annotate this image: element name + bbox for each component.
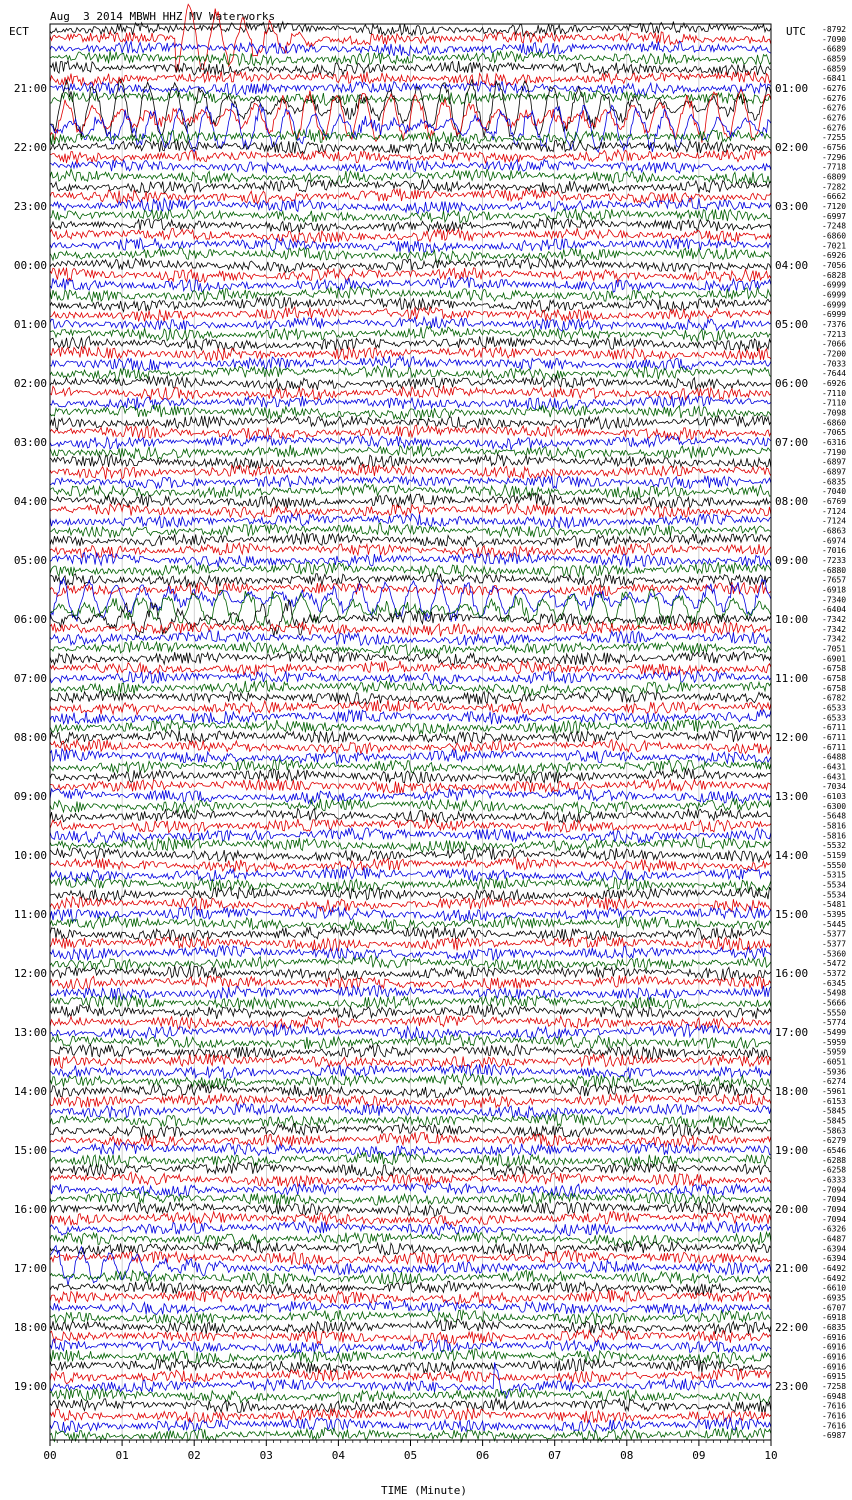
right-hour-label: 16:00 [775, 966, 809, 980]
row-value-label: -7616 [822, 1411, 847, 1421]
right-hour-label: 22:00 [775, 1320, 809, 1334]
row-value-label: -6935 [822, 1293, 847, 1303]
row-value-label: -6758 [822, 673, 847, 683]
right-hour-label: 15:00 [775, 907, 809, 921]
left-hour-label: 12:00 [13, 966, 47, 980]
row-value-label: -5315 [822, 870, 847, 880]
left-hour-label: 19:00 [13, 1379, 47, 1393]
right-hour-label: 04:00 [775, 258, 809, 272]
right-hour-label: 17:00 [775, 1025, 809, 1039]
x-tick-label: 10 [764, 1449, 778, 1462]
row-value-label: -5159 [822, 850, 847, 860]
row-value-label: -7034 [822, 782, 847, 792]
row-value-label: -6948 [822, 1391, 847, 1401]
row-value-label: -5959 [822, 1037, 847, 1047]
row-value-label: -6288 [822, 1155, 847, 1165]
row-value-label: -5472 [822, 959, 847, 969]
row-value-label: -7342 [822, 634, 847, 644]
row-value-label: -6533 [822, 703, 847, 713]
row-value-label: -7124 [822, 516, 847, 526]
right-hour-label: 10:00 [775, 612, 809, 626]
x-tick-label: 03 [259, 1449, 273, 1462]
row-value-label: -6999 [822, 290, 847, 300]
row-value-label: -6333 [822, 1175, 847, 1185]
row-value-label: -5534 [822, 890, 847, 900]
right-hour-label: 23:00 [775, 1379, 809, 1393]
row-value-label: -6492 [822, 1263, 847, 1273]
row-value-label: -6769 [822, 496, 847, 506]
row-value-label: -7094 [822, 1214, 847, 1224]
row-value-label: -5360 [822, 949, 847, 959]
row-value-label: -5499 [822, 1027, 847, 1037]
row-value-label: -6901 [822, 654, 847, 664]
row-value-label: -6918 [822, 585, 847, 595]
row-value-label: -6926 [822, 251, 847, 261]
right-hour-label: 20:00 [775, 1202, 809, 1216]
row-value-label: -6276 [822, 93, 847, 103]
left-hour-label: 15:00 [13, 1143, 47, 1157]
x-tick-label: 04 [331, 1449, 346, 1462]
row-value-label: -6662 [822, 192, 847, 202]
left-hour-label: 13:00 [13, 1025, 47, 1039]
row-value-label: -6758 [822, 683, 847, 693]
row-value-label: -6859 [822, 54, 847, 64]
row-value-label: -7233 [822, 555, 847, 565]
right-hour-label: 08:00 [775, 494, 809, 508]
row-value-label: -7110 [822, 398, 847, 408]
x-tick-label: 02 [187, 1449, 201, 1462]
left-hour-label: 11:00 [13, 907, 47, 921]
row-value-label: -6533 [822, 713, 847, 723]
x-tick-label: 05 [403, 1449, 418, 1462]
row-value-label: -5377 [822, 929, 847, 939]
row-value-label: -6999 [822, 310, 847, 320]
right-hour-label: 21:00 [775, 1261, 809, 1275]
right-hour-label: 09:00 [775, 553, 809, 567]
row-value-label: -7342 [822, 614, 847, 624]
row-value-label: -7342 [822, 624, 847, 634]
row-value-label: -5445 [822, 919, 847, 929]
x-tick-label: 01 [115, 1449, 129, 1462]
row-value-label: -6835 [822, 477, 847, 487]
row-value-label: -6916 [822, 1352, 847, 1362]
row-value-label: -5961 [822, 1086, 847, 1096]
row-value-label: -5534 [822, 880, 847, 890]
row-value-label: -6897 [822, 457, 847, 467]
left-hour-label: 16:00 [13, 1202, 47, 1216]
left-hour-label: 21:00 [13, 81, 47, 95]
row-value-label: -6880 [822, 565, 847, 575]
row-value-label: -7021 [822, 241, 847, 251]
row-value-label: -8792 [822, 24, 847, 34]
row-value-label: -7056 [822, 260, 847, 270]
row-value-label: -6987 [822, 1431, 847, 1441]
right-timezone-label: UTC [786, 25, 806, 38]
row-value-label: -7644 [822, 369, 847, 379]
row-value-label: -6828 [822, 270, 847, 280]
left-hour-label: 09:00 [13, 789, 47, 803]
row-value-label: -6782 [822, 693, 847, 703]
row-value-label: -7051 [822, 644, 847, 654]
row-value-label: -6276 [822, 83, 847, 93]
row-value-label: -7124 [822, 506, 847, 516]
row-value-label: -7213 [822, 329, 847, 339]
left-hour-label: 10:00 [13, 848, 47, 862]
left-hour-label: 22:00 [13, 140, 47, 154]
row-value-label: -5498 [822, 988, 847, 998]
row-value-label: -7094 [822, 1204, 847, 1214]
right-hour-label: 18:00 [775, 1084, 809, 1098]
row-value-label: -6859 [822, 64, 847, 74]
x-tick-label: 00 [43, 1449, 57, 1462]
right-hour-label: 07:00 [775, 435, 809, 449]
row-value-label: -7094 [822, 1195, 847, 1205]
x-tick-label: 07 [548, 1449, 562, 1462]
chart-title: Aug 3 2014 MBWH HHZ MV Waterworks [50, 10, 276, 23]
row-value-label: -6153 [822, 1096, 847, 1106]
right-hour-label: 13:00 [775, 789, 809, 803]
row-value-label: -6809 [822, 172, 847, 182]
row-value-labels [822, 25, 846, 1440]
left-hour-label: 04:00 [13, 494, 47, 508]
row-value-label: -7340 [822, 595, 847, 605]
row-value-label: -6610 [822, 1283, 847, 1293]
left-hour-label: 02:00 [13, 376, 47, 390]
row-value-label: -6279 [822, 1136, 847, 1146]
row-value-label: -6488 [822, 752, 847, 762]
right-hour-label: 02:00 [775, 140, 809, 154]
row-value-label: -5666 [822, 998, 847, 1008]
row-value-label: -6711 [822, 723, 847, 733]
row-value-label: -7616 [822, 1401, 847, 1411]
x-tick-label: 09 [692, 1449, 706, 1462]
row-value-label: -7040 [822, 487, 847, 497]
right-hour-label: 14:00 [775, 848, 809, 862]
row-value-label: -6276 [822, 103, 847, 113]
row-value-label: -5816 [822, 831, 847, 841]
left-hour-label: 03:00 [13, 435, 47, 449]
row-value-label: -7098 [822, 408, 847, 418]
row-value-label: -5377 [822, 939, 847, 949]
row-value-label: -7282 [822, 182, 847, 192]
row-value-label: -7016 [822, 546, 847, 556]
row-value-label: -5532 [822, 841, 847, 851]
row-value-label: -7065 [822, 428, 847, 438]
row-value-label: -7094 [822, 1185, 847, 1195]
row-value-label: -7190 [822, 447, 847, 457]
right-hour-label: 05:00 [775, 317, 809, 331]
left-hour-label: 05:00 [13, 553, 47, 567]
row-value-label: -6258 [822, 1165, 847, 1175]
row-value-label: -6711 [822, 742, 847, 752]
left-hour-label: 23:00 [13, 199, 47, 213]
row-value-label: -6394 [822, 1254, 847, 1264]
x-axis-label: TIME (Minute) [380, 1484, 468, 1497]
row-value-label: -6345 [822, 978, 847, 988]
row-value-label: -6916 [822, 1342, 847, 1352]
row-value-label: -6394 [822, 1244, 847, 1254]
row-value-label: -6918 [822, 1313, 847, 1323]
row-value-label: -6916 [822, 1332, 847, 1342]
row-value-label: -7718 [822, 162, 847, 172]
row-value-label: -5395 [822, 909, 847, 919]
left-hour-label: 08:00 [13, 730, 47, 744]
row-value-label: -6487 [822, 1234, 847, 1244]
row-value-label: -6758 [822, 664, 847, 674]
row-value-label: -6689 [822, 44, 847, 54]
row-value-label: -6274 [822, 1077, 847, 1087]
row-value-label: -6897 [822, 467, 847, 477]
row-value-label: -7376 [822, 319, 847, 329]
row-value-label: -6707 [822, 1303, 847, 1313]
left-hour-label: 18:00 [13, 1320, 47, 1334]
row-value-label: -6916 [822, 1362, 847, 1372]
row-value-label: -7255 [822, 133, 847, 143]
row-value-label: -6431 [822, 772, 847, 782]
right-hour-label: 01:00 [775, 81, 809, 95]
row-value-label: -5959 [822, 1047, 847, 1057]
row-value-label: -6051 [822, 1057, 847, 1067]
row-value-label: -5845 [822, 1106, 847, 1116]
row-value-label: -7248 [822, 221, 847, 231]
row-value-label: -7120 [822, 201, 847, 211]
row-value-label: -5845 [822, 1116, 847, 1126]
right-hour-label: 06:00 [775, 376, 809, 390]
row-value-label: -6860 [822, 231, 847, 241]
row-value-label: -6926 [822, 378, 847, 388]
left-hour-label: 01:00 [13, 317, 47, 331]
left-hour-label: 06:00 [13, 612, 47, 626]
right-hour-label: 19:00 [775, 1143, 809, 1157]
row-value-label: -7258 [822, 1381, 847, 1391]
row-value-label: -6492 [822, 1273, 847, 1283]
row-value-label: -6974 [822, 536, 847, 546]
row-value-label: -6404 [822, 605, 847, 615]
row-value-label: -6841 [822, 74, 847, 84]
row-value-label: -7657 [822, 575, 847, 585]
row-value-label: -6276 [822, 123, 847, 133]
left-hour-label: 07:00 [13, 671, 47, 685]
row-value-label: -6863 [822, 526, 847, 536]
row-value-label: -6326 [822, 1224, 847, 1234]
row-value-label: -7110 [822, 388, 847, 398]
row-value-label: -6711 [822, 732, 847, 742]
right-hour-label: 03:00 [775, 199, 809, 213]
row-value-label: -6756 [822, 142, 847, 152]
row-value-label: -6835 [822, 1322, 847, 1332]
row-value-label: -5816 [822, 821, 847, 831]
row-value-label: -6316 [822, 437, 847, 447]
row-value-label: -6546 [822, 1145, 847, 1155]
left-timezone-label: ECT [9, 25, 29, 38]
row-value-label: -5550 [822, 1008, 847, 1018]
row-value-label: -6300 [822, 801, 847, 811]
row-value-label: -6431 [822, 762, 847, 772]
row-value-label: -6997 [822, 211, 847, 221]
right-hour-label: 11:00 [775, 671, 809, 685]
row-value-label: -7033 [822, 359, 847, 369]
row-value-label: -5863 [822, 1126, 847, 1136]
left-hour-label: 00:00 [13, 258, 47, 272]
row-value-label: -5481 [822, 900, 847, 910]
row-value-label: -5774 [822, 1018, 847, 1028]
row-value-label: -5372 [822, 968, 847, 978]
x-tick-label: 08 [620, 1449, 634, 1462]
left-hour-label: 14:00 [13, 1084, 47, 1098]
row-value-label: -6999 [822, 280, 847, 290]
x-tick-label: 06 [475, 1449, 490, 1462]
row-value-label: -7090 [822, 34, 847, 44]
row-value-label: -6915 [822, 1372, 847, 1382]
row-value-label: -7616 [822, 1421, 847, 1431]
row-value-label: -7296 [822, 152, 847, 162]
row-value-label: -6860 [822, 418, 847, 428]
row-value-label: -7200 [822, 349, 847, 359]
row-value-label: -6276 [822, 113, 847, 123]
row-value-label: -6103 [822, 791, 847, 801]
row-value-label: -5550 [822, 860, 847, 870]
right-hour-label: 12:00 [775, 730, 809, 744]
left-hour-label: 17:00 [13, 1261, 47, 1275]
row-value-label: -7066 [822, 339, 847, 349]
row-value-label: -5936 [822, 1067, 847, 1077]
row-value-label: -5648 [822, 811, 847, 821]
row-value-label: -6999 [822, 300, 847, 310]
